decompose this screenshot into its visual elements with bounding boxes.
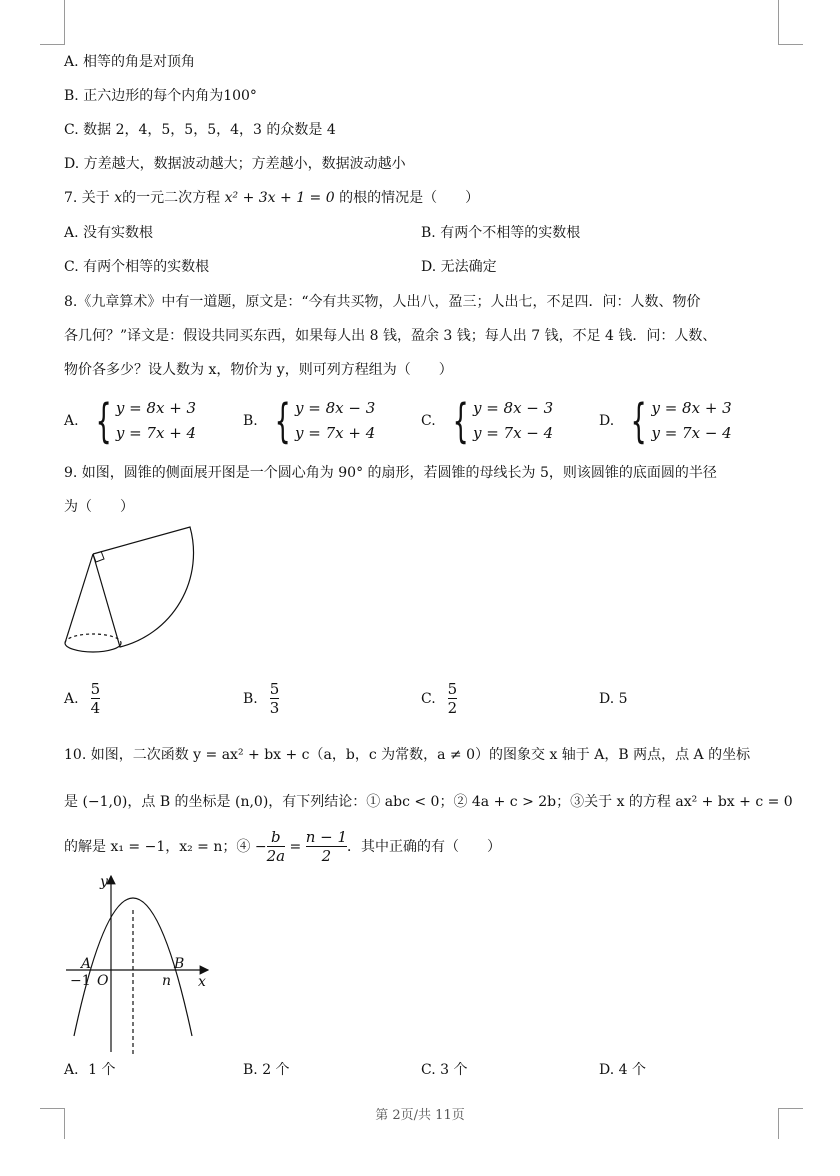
parabola-graph [60,872,220,1057]
q10-option-b: B. 2 个 [243,1062,290,1078]
q9-option-a-den: 4 [90,699,101,717]
crop-mark-top-right [778,0,803,45]
cone-sector-figure [60,522,200,662]
q8-option-d-eq1: y = 8x + 3 [651,399,732,417]
q9-option-c [421,680,457,717]
crop-mark-top-left [40,0,65,45]
q8-option-c [421,396,553,446]
q10-frac1-num: b [271,828,281,846]
q10-option-c: C. 3 个 [421,1062,468,1078]
graph-label-origin: O [97,973,109,989]
q7-var-x: x [114,190,123,206]
q9-option-c-label: C. [421,690,436,707]
brace-icon: { [274,394,291,448]
q8-option-b [243,396,375,446]
q8-option-a [64,396,196,446]
graph-label-a: A [81,956,92,972]
brace-icon: { [452,394,469,448]
q9-option-a-num: 5 [90,680,101,698]
q10-eq-sign: = [285,838,306,855]
q7-option-c: C. 有两个相等的实数根 [64,259,210,275]
q10-stem-line2: 是 (−1,0)，点 B 的坐标是 (n,0)，有下列结论：① abc < 0；② 4a + c > 2b；③关于 x 的方程 ax² + bx + c = 0 [64,794,793,810]
graph-label-minus-one: −1 [70,973,91,989]
q8-option-b-eq2: y = 7x + 4 [295,424,376,442]
q10-option-a: A．1 个 [64,1062,116,1078]
q8-option-d [599,396,732,446]
brace-icon: { [95,394,112,448]
graph-label-n: n [162,973,172,989]
q8-stem-line2: 各几何？”译文是：假设共同买东西，如果每人出 8 钱，盈余 3 钱；每人出 7 钱，不足 4 钱．问：人数、 [64,328,717,344]
q8-stem-line1: 8.《九章算术》中有一道题，原文是：“今有共买物，人出八，盈三；人出七，不足四．问：人数、物价 [64,294,701,310]
graph-label-x: x [198,974,206,990]
graph-label-y: y [100,874,108,890]
q9-option-c-num: 5 [447,680,458,698]
q8-option-a-eq2: y = 7x + 4 [115,424,197,442]
q8-option-c-eq1: y = 8x − 3 [472,399,554,417]
q7-equation: x² + 3x + 1 = 0 [224,190,335,206]
q7-option-b: B. 有两个不相等的实数根 [421,225,581,241]
q8-option-d-label: D. [599,413,615,429]
q6-option-d: D. 方差越大，数据波动越大；方差越小，数据波动越小 [64,156,406,172]
q9-option-b-den: 3 [269,699,280,717]
q10-frac2-num: n − 1 [305,828,348,846]
q8-option-b-eq1: y = 8x − 3 [295,399,376,417]
q7-stem-mid: 的一元二次方程 [122,190,225,206]
q6-option-c: C. 数据 2，4，5，5，5，4，3 的众数是 4 [64,122,336,138]
q10-line3-pre: 的解是 x₁ = −1，x₂ = n；④ − [64,838,267,855]
q10-frac1-den: 2a [266,847,286,865]
q8-option-b-label: B. [243,413,258,429]
q9-option-b-label: B. [243,690,258,707]
q9-option-c-den: 2 [447,699,458,717]
page-footer: 第 2页/共 11页 [375,1108,465,1123]
q10-line3-post: ．其中正确的有（ ） [347,838,502,855]
q10-stem-line1: 10. 如图，二次函数 y = ax² + bx + c（a，b，c 为常数，a ≠ 0）的图象交 x 轴于 A，B 两点，点 A 的坐标 [64,747,751,763]
q9-option-b [243,680,279,717]
q10-option-d: D. 4 个 [599,1062,646,1078]
q9-option-a-label: A. [64,690,79,707]
brace-icon: { [630,394,647,448]
q9-option-d: D. 5 [599,691,628,707]
q8-option-c-label: C. [421,413,436,429]
q8-option-a-label: A. [64,413,79,429]
q7-option-d: D. 无法确定 [421,259,497,275]
q8-option-d-eq2: y = 7x − 4 [651,424,732,442]
q7-option-a: A. 没有实数根 [64,225,154,241]
q6-option-a: A. 相等的角是对顶角 [64,54,196,70]
q8-option-c-eq2: y = 7x − 4 [472,424,554,442]
q7-stem-post: 的根的情况是（ ） [334,190,480,206]
q8-option-a-eq1: y = 8x + 3 [115,399,197,417]
q6-option-b: B. 正六边形的每个内角为100° [64,88,257,104]
q7-stem-pre: 7. 关于 [64,190,115,206]
q10-stem-line3 [64,828,501,865]
graph-label-b: B [174,956,185,972]
q10-frac2-den: 2 [321,847,332,865]
q7-stem [64,188,479,208]
q9-option-a [64,680,100,717]
q9-stem-line1: 9. 如图，圆锥的侧面展开图是一个圆心角为 90° 的扇形，若圆锥的母线长为 5，则该圆锥的底面圆的半径 [64,465,717,481]
q9-option-b-num: 5 [269,680,280,698]
q9-stem-line2: 为（ ） [64,499,134,515]
q8-stem-line3: 物价各多少？设人数为 x，物价为 y，则可列方程组为（ ） [64,362,453,378]
